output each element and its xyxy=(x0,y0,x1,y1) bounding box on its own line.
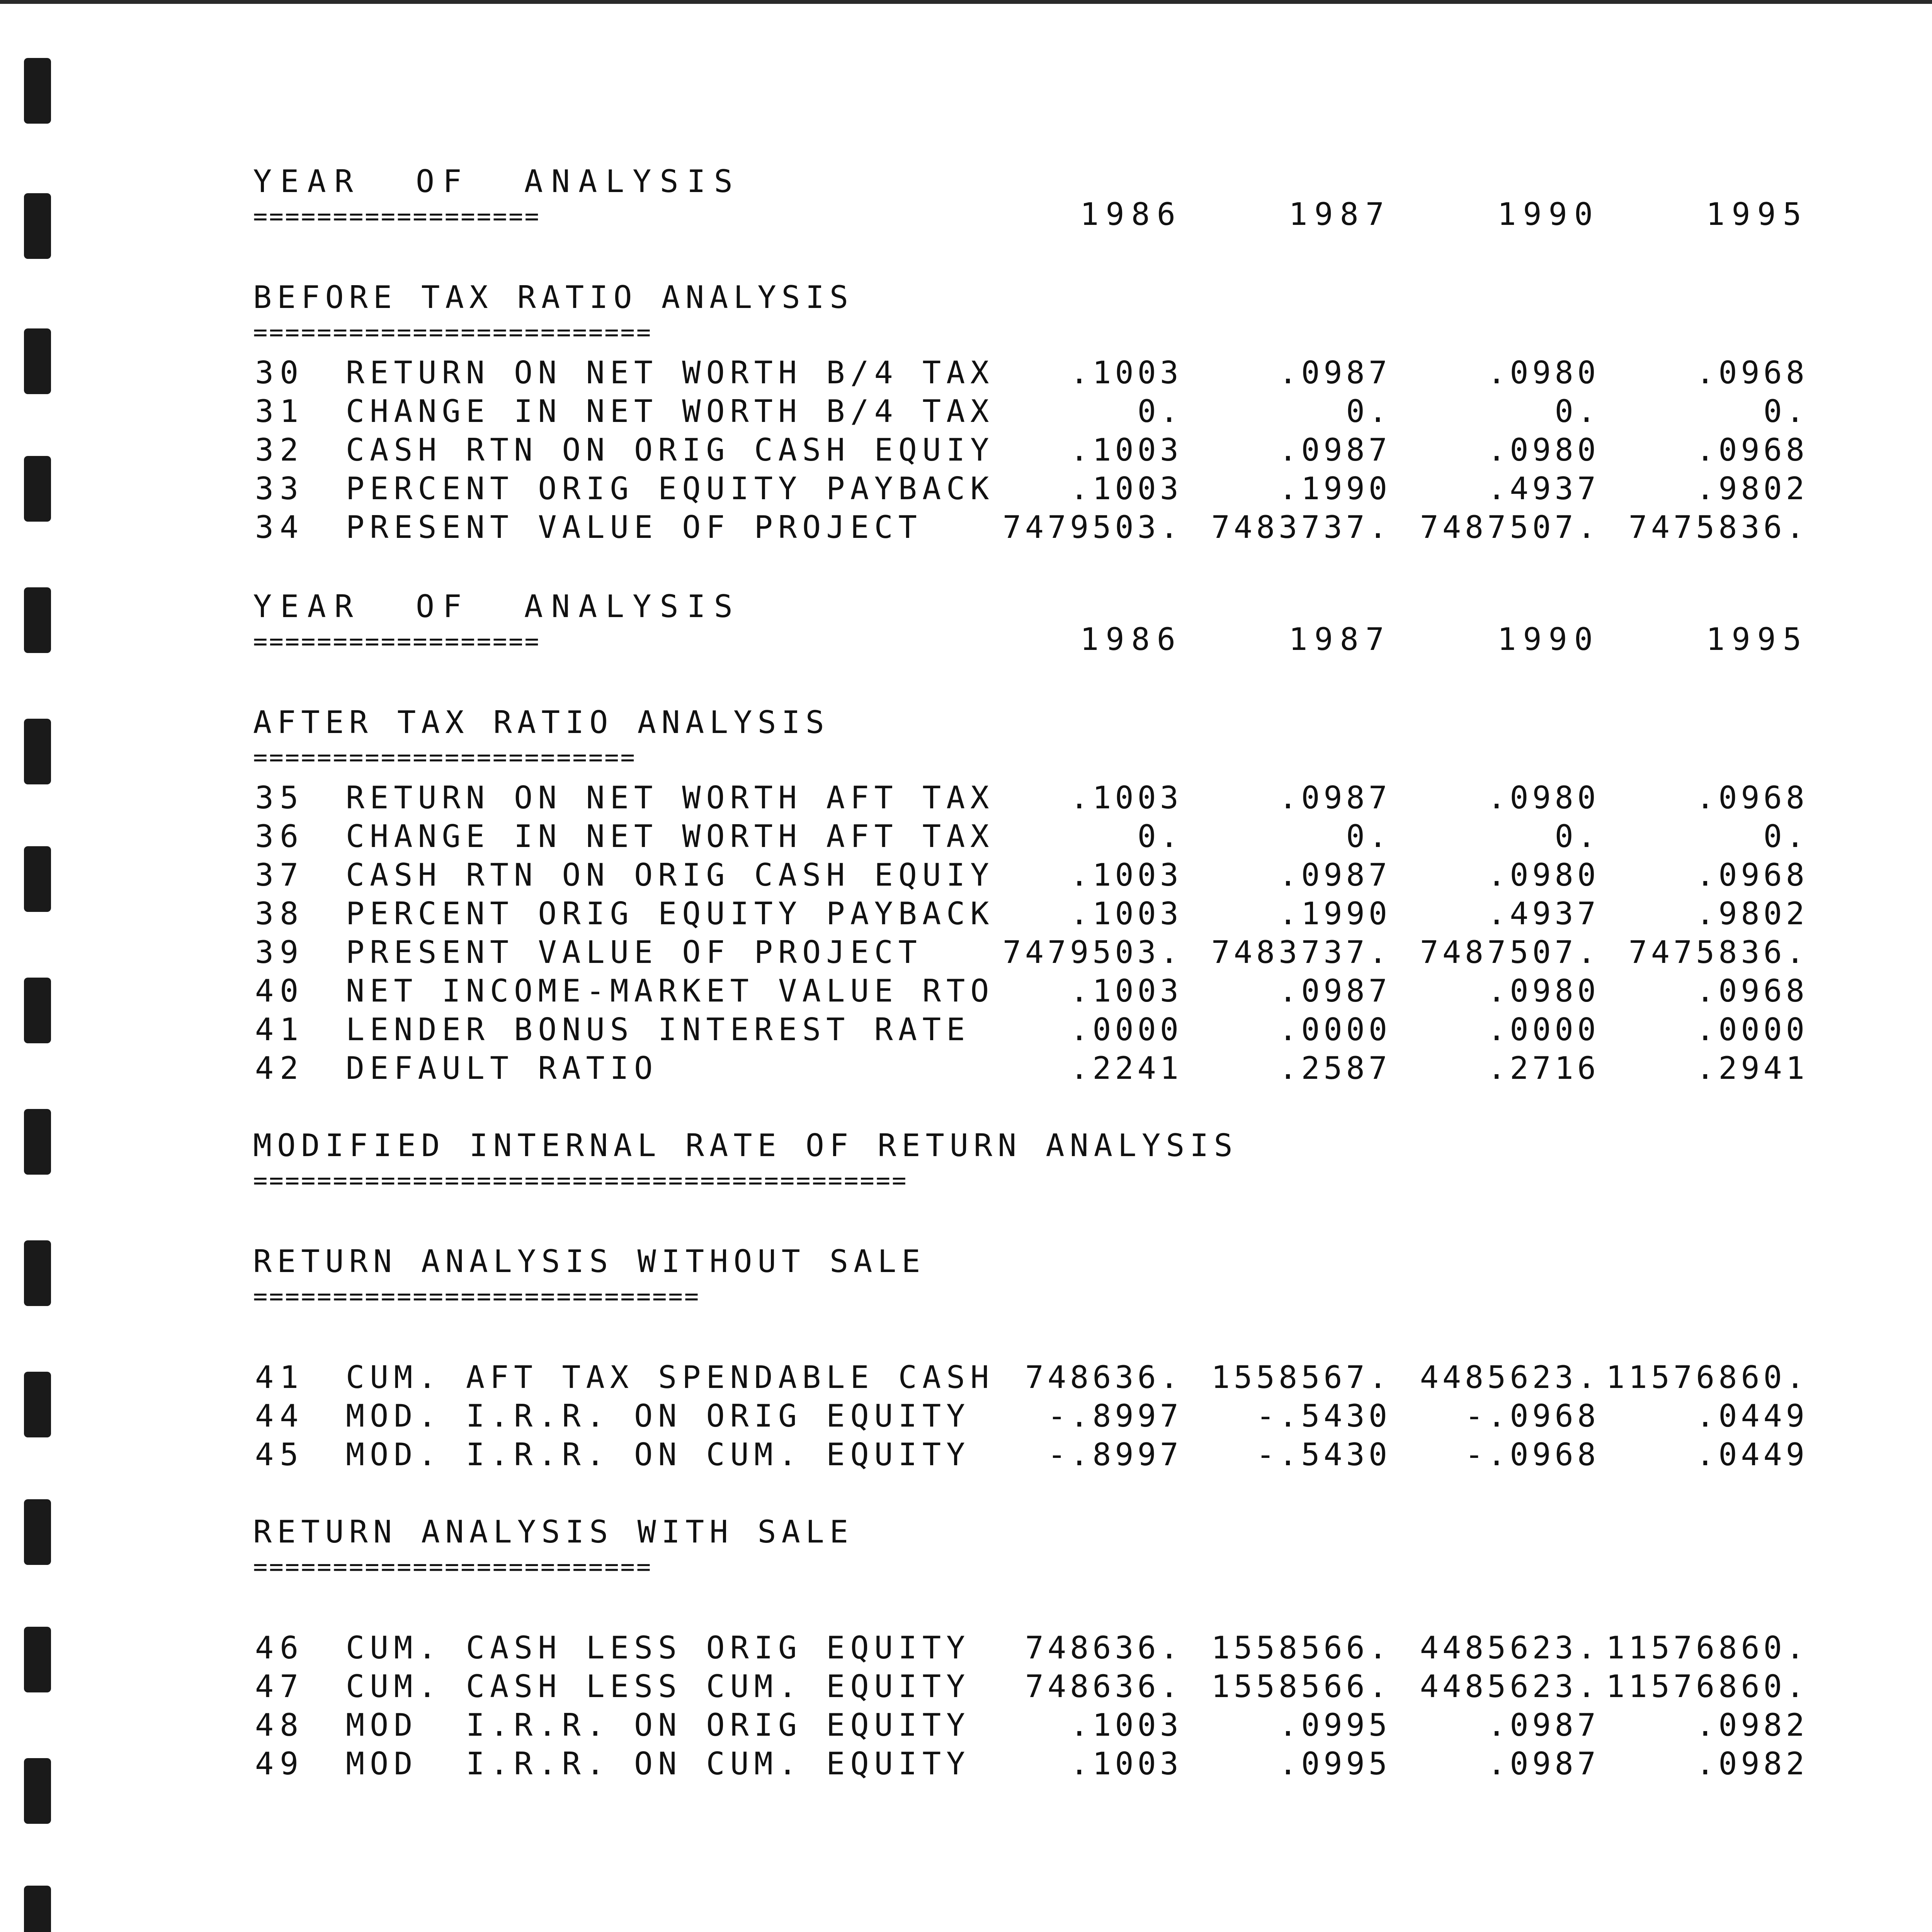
year-1986: 1986 xyxy=(1080,196,1182,232)
value-1990: 0. xyxy=(1554,818,1600,854)
heading-underline: ================== xyxy=(253,202,541,230)
table-row xyxy=(0,1745,1932,1783)
value-1990: .0980 xyxy=(1487,355,1600,391)
value-1986: .1003 xyxy=(1070,973,1182,1009)
after-tax-heading: AFTER TAX RATIO ANALYSIS xyxy=(253,704,830,740)
row-number: 31 xyxy=(255,393,305,429)
table-row xyxy=(0,779,1932,817)
value-1995: .2941 xyxy=(1696,1050,1808,1086)
heading-underline: ======================== xyxy=(253,743,636,771)
value-1986: 7479503. xyxy=(1002,934,1182,970)
row-label: CASH RTN ON ORIG CASH EQUIY xyxy=(346,432,995,468)
value-1990: 7487507. xyxy=(1420,934,1600,970)
row-number: 30 xyxy=(255,355,305,391)
value-1986: .1003 xyxy=(1070,896,1182,932)
row-label: CUM. AFT TAX SPENDABLE CASH xyxy=(346,1359,995,1395)
value-1990: -.0968 xyxy=(1465,1398,1600,1434)
with-sale-heading: RETURN ANALYSIS WITH SALE xyxy=(253,1514,854,1550)
table-row xyxy=(0,933,1932,972)
value-1995: 0. xyxy=(1763,818,1808,854)
table-row xyxy=(0,856,1932,895)
table-row xyxy=(0,972,1932,1010)
year-1987: 1987 xyxy=(1289,621,1391,657)
value-1986: 7479503. xyxy=(1002,509,1182,545)
value-1995: .0982 xyxy=(1696,1746,1808,1782)
value-1986: -.8997 xyxy=(1048,1437,1182,1473)
value-1987: 1558566. xyxy=(1211,1630,1391,1666)
year-of-analysis-heading: YEAR OF ANALYSIS xyxy=(253,588,741,624)
value-1995: .0000 xyxy=(1696,1012,1808,1048)
value-1990: .0980 xyxy=(1487,857,1600,893)
value-1990: 4485623. xyxy=(1420,1630,1600,1666)
row-number: 45 xyxy=(255,1437,305,1473)
value-1986: .2241 xyxy=(1070,1050,1182,1086)
row-label: CHANGE IN NET WORTH AFT TAX xyxy=(346,818,995,854)
value-1986: .1003 xyxy=(1070,1746,1182,1782)
table-row xyxy=(0,817,1932,856)
value-1995: 0. xyxy=(1763,393,1808,429)
heading-underline: ========================= xyxy=(253,1553,653,1581)
value-1995: .0968 xyxy=(1696,857,1808,893)
row-number: 32 xyxy=(255,432,305,468)
value-1987: 7483737. xyxy=(1211,509,1391,545)
table-row xyxy=(0,508,1932,547)
table-row xyxy=(0,1435,1932,1474)
table-row xyxy=(0,1397,1932,1435)
value-1990: .0987 xyxy=(1487,1707,1600,1743)
row-label: RETURN ON NET WORTH AFT TAX xyxy=(346,780,995,816)
heading-underline: ========================================= xyxy=(253,1166,908,1194)
value-1987: 0. xyxy=(1346,818,1391,854)
year-1995: 1995 xyxy=(1706,196,1808,232)
value-1990: .0980 xyxy=(1487,432,1600,468)
row-label: MOD. I.R.R. ON ORIG EQUITY xyxy=(346,1398,971,1434)
row-number: 44 xyxy=(255,1398,305,1434)
value-1987: .0000 xyxy=(1279,1012,1391,1048)
value-1990: 7487507. xyxy=(1420,509,1600,545)
value-1995: .9802 xyxy=(1696,471,1808,507)
table-row xyxy=(0,1667,1932,1706)
value-1986: 0. xyxy=(1137,818,1182,854)
value-1995: .0968 xyxy=(1696,973,1808,1009)
value-1987: .0987 xyxy=(1279,857,1391,893)
heading-underline: ========================= xyxy=(253,318,653,346)
table-row xyxy=(0,895,1932,933)
year-1990: 1990 xyxy=(1497,196,1600,232)
value-1995: 7475836. xyxy=(1628,934,1808,970)
value-1995: .0968 xyxy=(1696,780,1808,816)
year-of-analysis-heading: YEAR OF ANALYSIS xyxy=(253,163,741,199)
value-1990: .4937 xyxy=(1487,896,1600,932)
value-1986: .1003 xyxy=(1070,432,1182,468)
value-1986: 748636. xyxy=(1025,1668,1182,1704)
table-row xyxy=(0,1706,1932,1745)
year-1990: 1990 xyxy=(1497,621,1600,657)
heading-underline: ================== xyxy=(253,627,541,655)
value-1995: .0449 xyxy=(1696,1437,1808,1473)
value-1995: .0982 xyxy=(1696,1707,1808,1743)
row-number: 41 xyxy=(255,1012,305,1048)
value-1987: 0. xyxy=(1346,393,1391,429)
value-1987: .0995 xyxy=(1279,1746,1391,1782)
value-1987: .2587 xyxy=(1279,1050,1391,1086)
value-1987: -.5430 xyxy=(1256,1398,1391,1434)
row-number: 39 xyxy=(255,934,305,970)
value-1995: .0968 xyxy=(1696,432,1808,468)
value-1987: .1990 xyxy=(1279,471,1391,507)
value-1995: .9802 xyxy=(1696,896,1808,932)
row-number: 41 xyxy=(255,1359,305,1395)
value-1995: .0449 xyxy=(1696,1398,1808,1434)
value-1986: .1003 xyxy=(1070,355,1182,391)
table-row xyxy=(0,1358,1932,1397)
row-label: PRESENT VALUE OF PROJECT xyxy=(346,934,922,970)
row-number: 48 xyxy=(255,1707,305,1743)
value-1995: 11576860. xyxy=(1606,1359,1808,1395)
row-number: 37 xyxy=(255,857,305,893)
value-1986: .1003 xyxy=(1070,780,1182,816)
row-number: 36 xyxy=(255,818,305,854)
row-label: CUM. CASH LESS ORIG EQUITY xyxy=(346,1630,971,1666)
row-label: MOD I.R.R. ON CUM. EQUITY xyxy=(346,1746,971,1782)
value-1990: .0980 xyxy=(1487,973,1600,1009)
row-number: 42 xyxy=(255,1050,305,1086)
row-number: 35 xyxy=(255,780,305,816)
value-1990: 4485623. xyxy=(1420,1359,1600,1395)
value-1995: 11576860. xyxy=(1606,1668,1808,1704)
value-1986: .1003 xyxy=(1070,471,1182,507)
value-1986: .0000 xyxy=(1070,1012,1182,1048)
year-1995: 1995 xyxy=(1706,621,1808,657)
value-1990: .2716 xyxy=(1487,1050,1600,1086)
table-row xyxy=(0,392,1932,431)
row-label: PERCENT ORIG EQUITY PAYBACK xyxy=(346,896,995,932)
row-label: CASH RTN ON ORIG CASH EQUIY xyxy=(346,857,995,893)
row-label: PERCENT ORIG EQUITY PAYBACK xyxy=(346,471,995,507)
before-tax-heading: BEFORE TAX RATIO ANALYSIS xyxy=(253,279,854,315)
row-label: MOD I.R.R. ON ORIG EQUITY xyxy=(346,1707,971,1743)
table-row xyxy=(0,354,1932,392)
value-1986: 748636. xyxy=(1025,1630,1182,1666)
heading-underline: ============================ xyxy=(253,1282,701,1310)
value-1987: -.5430 xyxy=(1256,1437,1391,1473)
row-label: RETURN ON NET WORTH B/4 TAX xyxy=(346,355,995,391)
row-label: PRESENT VALUE OF PROJECT xyxy=(346,509,922,545)
table-row xyxy=(0,431,1932,469)
row-number: 49 xyxy=(255,1746,305,1782)
value-1990: .0980 xyxy=(1487,780,1600,816)
table-row xyxy=(0,1629,1932,1667)
value-1990: .0987 xyxy=(1487,1746,1600,1782)
value-1987: .0995 xyxy=(1279,1707,1391,1743)
row-label: MOD. I.R.R. ON CUM. EQUITY xyxy=(346,1437,971,1473)
value-1987: .1990 xyxy=(1279,896,1391,932)
row-label: LENDER BONUS INTEREST RATE xyxy=(346,1012,971,1048)
value-1986: .1003 xyxy=(1070,857,1182,893)
without-sale-heading: RETURN ANALYSIS WITHOUT SALE xyxy=(253,1243,926,1279)
value-1987: .0987 xyxy=(1279,432,1391,468)
table-row xyxy=(0,469,1932,508)
table-row xyxy=(0,1010,1932,1049)
value-1987: 1558566. xyxy=(1211,1668,1391,1704)
row-number: 33 xyxy=(255,471,305,507)
row-label: NET INCOME-MARKET VALUE RTO xyxy=(346,973,995,1009)
value-1986: 748636. xyxy=(1025,1359,1182,1395)
value-1990: 0. xyxy=(1554,393,1600,429)
row-number: 46 xyxy=(255,1630,305,1666)
value-1986: 0. xyxy=(1137,393,1182,429)
row-number: 38 xyxy=(255,896,305,932)
value-1995: .0968 xyxy=(1696,355,1808,391)
year-1986: 1986 xyxy=(1080,621,1182,657)
value-1987: .0987 xyxy=(1279,973,1391,1009)
value-1986: .1003 xyxy=(1070,1707,1182,1743)
value-1986: -.8997 xyxy=(1048,1398,1182,1434)
value-1995: 7475836. xyxy=(1628,509,1808,545)
year-1987: 1987 xyxy=(1289,196,1391,232)
row-label: CHANGE IN NET WORTH B/4 TAX xyxy=(346,393,995,429)
value-1987: .0987 xyxy=(1279,355,1391,391)
mirr-heading: MODIFIED INTERNAL RATE OF RETURN ANALYSIS xyxy=(253,1128,1238,1163)
value-1987: 7483737. xyxy=(1211,934,1391,970)
value-1995: 11576860. xyxy=(1606,1630,1808,1666)
row-number: 34 xyxy=(255,509,305,545)
row-label: CUM. CASH LESS CUM. EQUITY xyxy=(346,1668,971,1704)
value-1990: 4485623. xyxy=(1420,1668,1600,1704)
value-1987: .0987 xyxy=(1279,780,1391,816)
value-1990: .4937 xyxy=(1487,471,1600,507)
value-1990: -.0968 xyxy=(1465,1437,1600,1473)
row-number: 47 xyxy=(255,1668,305,1704)
row-number: 40 xyxy=(255,973,305,1009)
value-1987: 1558567. xyxy=(1211,1359,1391,1395)
table-row xyxy=(0,1049,1932,1088)
value-1990: .0000 xyxy=(1487,1012,1600,1048)
row-label: DEFAULT RATIO xyxy=(346,1050,658,1086)
